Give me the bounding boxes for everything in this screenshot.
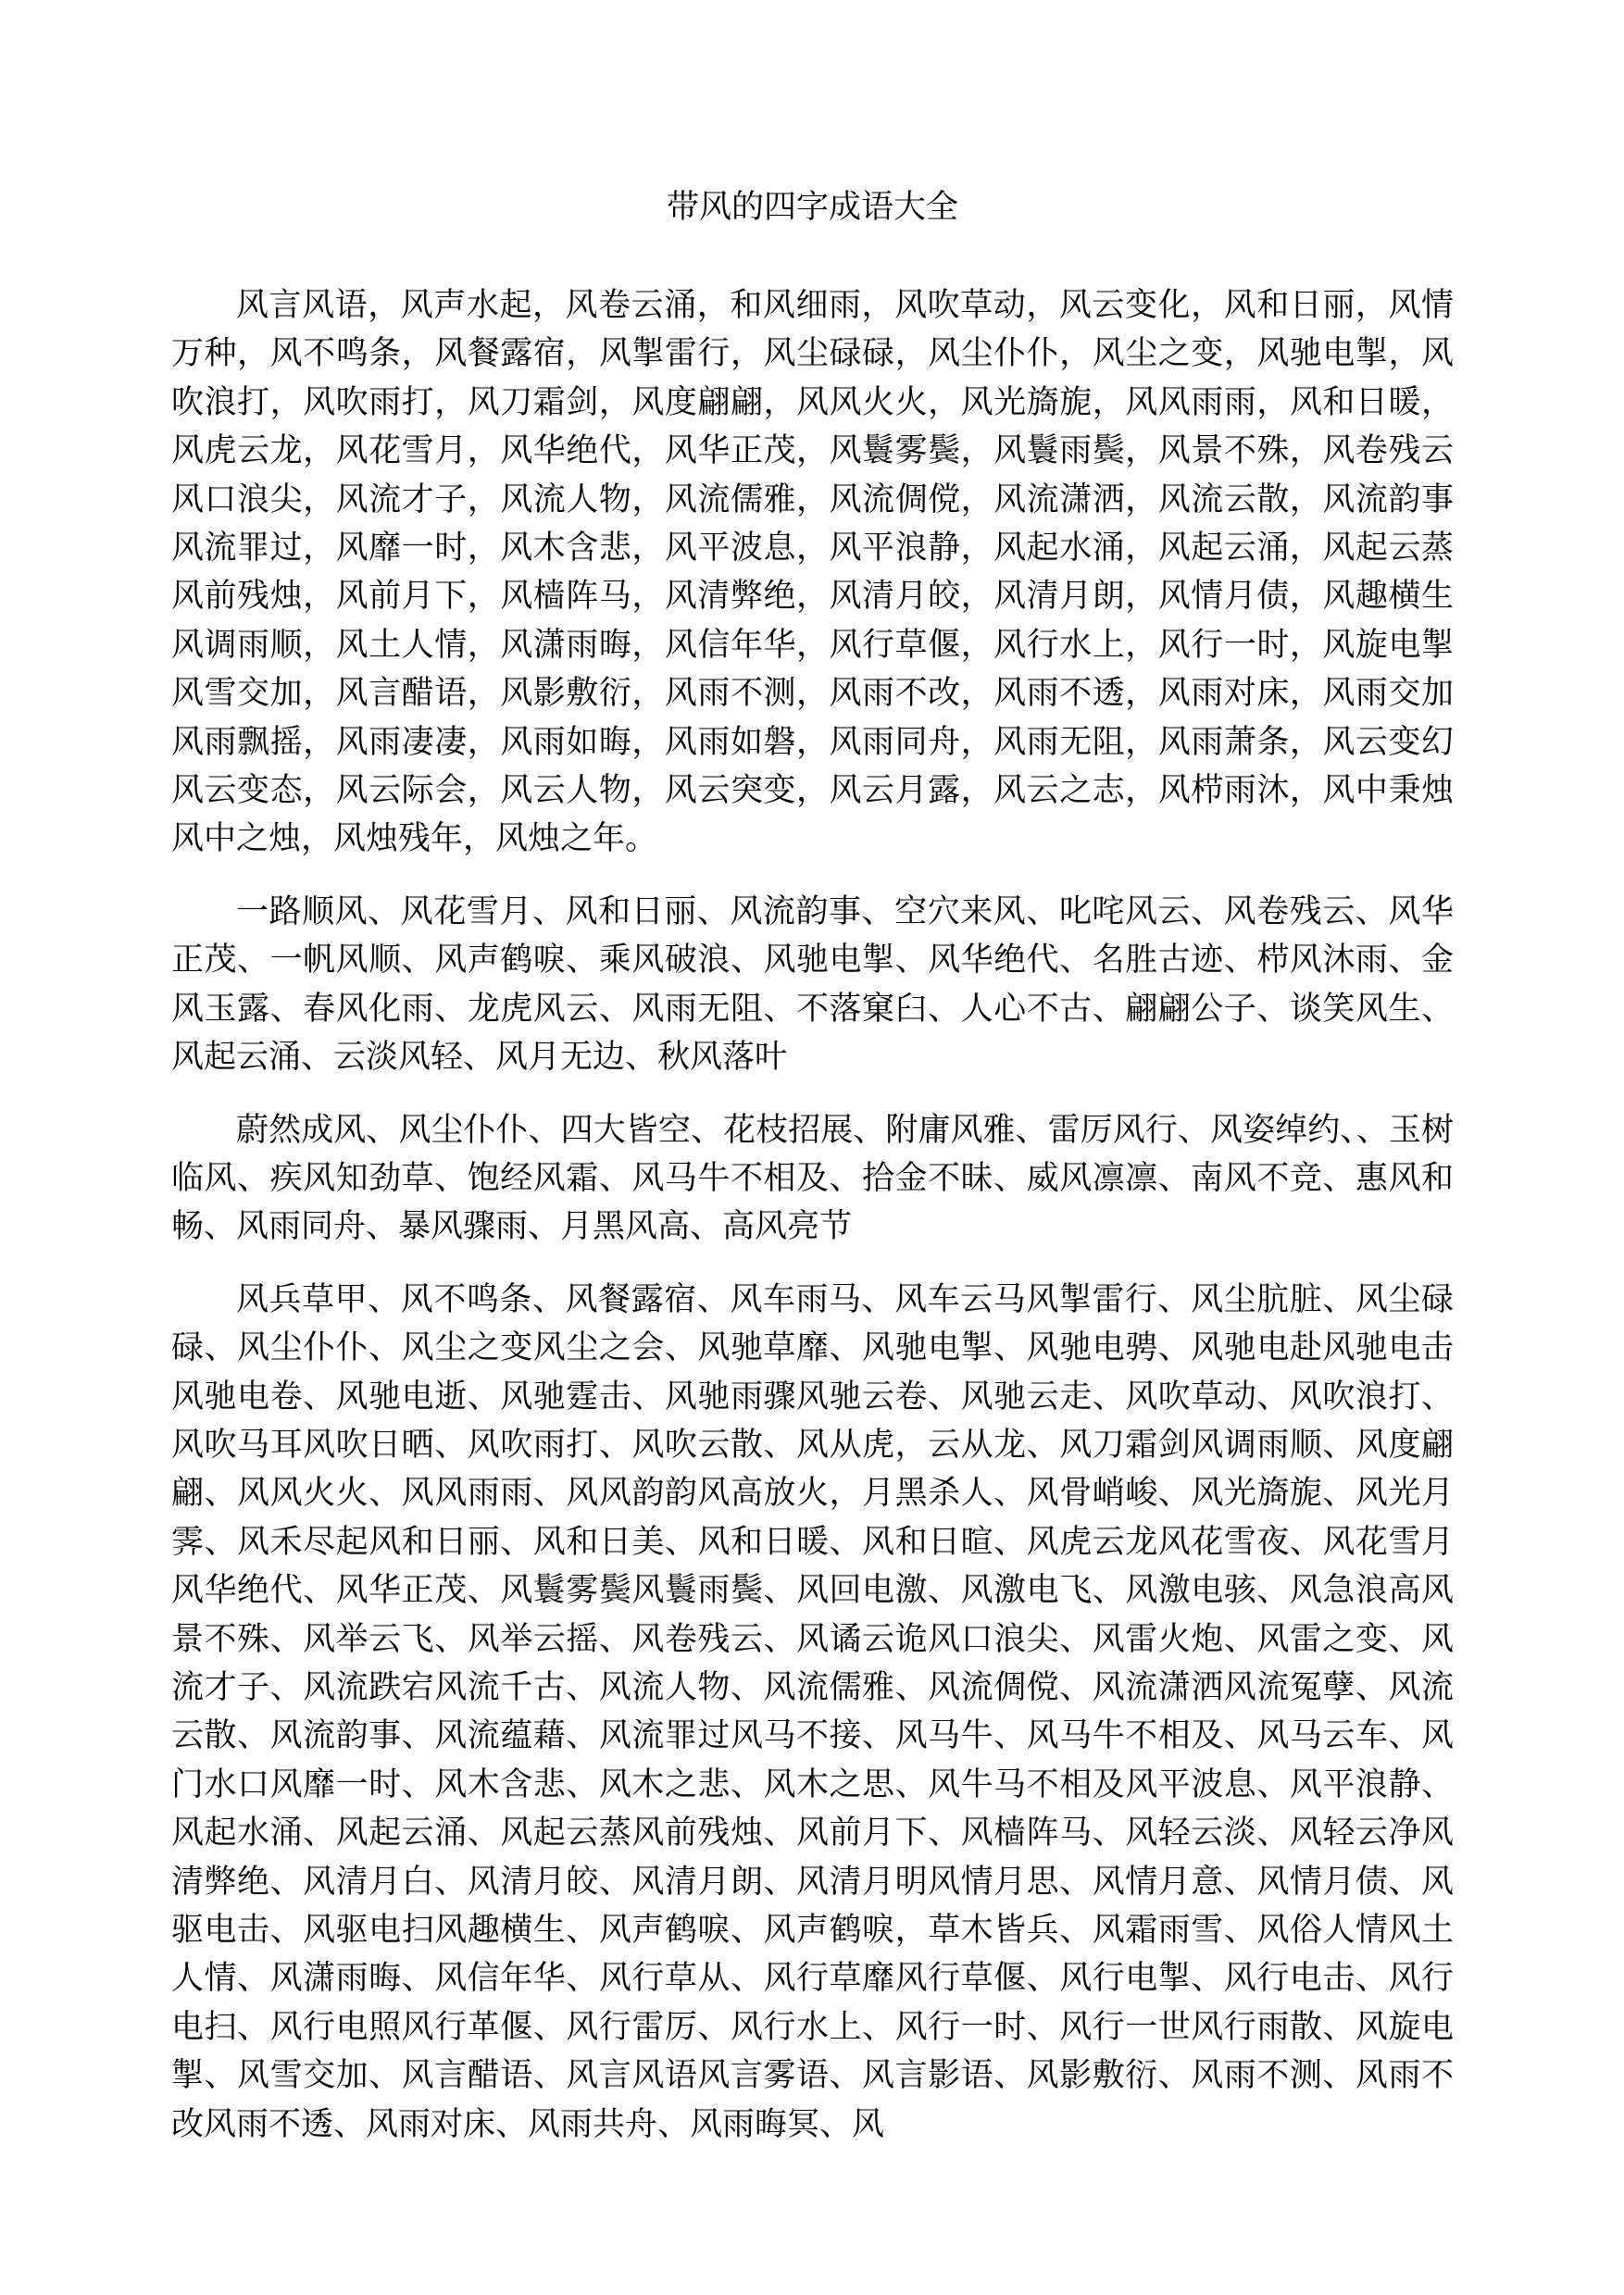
idiom-paragraph-1: 风言风语，风声水起，风卷云涌，和风细雨，风吹草动，风云变化，风和日丽，风情万种，风不鸣条，风餐露宿，风掣雷行，风尘碌碌，风尘仆仆，风尘之变，风驰电掣，风吹浪打，风吹雨打，风刀霜剑，风度翩翩，风风火火，风光旖旎，风风雨雨，风和日暖，风虎云龙，风花雪月，风华绝代，风华正茂，风鬟雾鬓，风鬟雨鬓，风景不殊，风卷残云风口浪尖，风流才子，风流人物，风流儒雅，风流倜傥，风流潇洒，风流云散，风流韵事风流罪过，风靡一时，风木含悲，风平波息，风平浪静，风起水涌，风起云涌，风起云蒸风前残烛，风前月下，风樯阵马，风清弊绝，风清月皎，风清月朗，风情月债，风趣横生风调雨顺，风土人情，风潇雨晦，风信年华，风行草偃，风行水上，风行一时，风旋电掣风雪交加，风言醋语，风影敷衍，风雨不测，风雨不改，风雨不透，风雨对床，风雨交加风雨飘摇，风雨凄凄，风雨如晦，风雨如磐，风雨同舟，风雨无阻，风雨萧条，风云变幻风云变态，风云际会，风云人物，风云突变，风云月露，风云之志，风栉雨沐，风中秉烛风中之烛，风烛残年，风烛之年。 (171, 287, 1454, 857)
document-body (171, 281, 1454, 2149)
idiom-paragraph-4: 风兵草甲、风不鸣条、风餐露宿、风车雨马、风车云马风掣雷行、风尘肮脏、风尘碌碌、风尘仆仆、风尘之变风尘之会、风驰草靡、风驰电掣、风驰电骋、风驰电赴风驰电击风驰电卷、风驰电逝、风驰霆击、风驰雨骤风驰云卷、风驰云走、风吹草动、风吹浪打、风吹马耳风吹日晒、风吹雨打、风吹云散、风从虎，云从龙、风刀霜剑风调雨顺、风度翩翩、风风火火、风风雨雨、风风韵韵风高放火，月黑杀人、风骨峭峻、风光旖旎、风光月霁、风禾尽起风和日丽、风和日美、风和日暖、风和日暄、风虎云龙风花雪夜、风花雪月风华绝代、风华正茂、风鬟雾鬓风鬟雨鬓、风回电激、风激电飞、风激电骇、风急浪高风景不殊、风举云飞、风举云摇、风卷残云、风谲云诡风口浪尖、风雷火炮、风雷之变、风流才子、风流跌宕风流千古、风流人物、风流儒雅、风流倜傥、风流潇洒风流冤孽、风流云散、风流韵事、风流蕴藉、风流罪过风马不接、风马牛、风马牛不相及、风马云车、风门水口风靡一时、风木含悲、风木之悲、风木之思、风牛马不相及风平波息、风平浪静、风起水涌、风起云涌、风起云蒸风前残烛、风前月下、风樯阵马、风轻云淡、风轻云净风清弊绝、风清月白、风清月皎、风清月朗、风清月明风情月思、风情月意、风情月债、风驱电击、风驱电扫风趣横生、风声鹤唳、风声鹤唳，草木皆兵、风霜雨雪、风俗人情风土人情、风潇雨晦、风信年华、风行草从、风行草靡风行草偃、风行电掣、风行电击、风行电扫、风行电照风行革偃、风行雷厉、风行水上、风行一时、风行一世风行雨散、风旋电掣、风雪交加、风言醋语、风言风语风言雾语、风言影语、风影敷衍、风雨不测、风雨不改风雨不透、风雨对床、风雨共舟、风雨晦冥、风 (171, 1280, 1454, 2142)
document-title: 带风的四字成语大全 (666, 189, 958, 225)
idiom-paragraph-2: 一路顺风、风花雪月、风和日丽、风流韵事、空穴来风、叱咤风云、风卷残云、风华正茂、一帆风顺、风声鹤唳、乘风破浪、风驰电掣、风华绝代、名胜古迹、栉风沐雨、金风玉露、春风化雨、龙虎风云、风雨无阻、不落窠臼、人心不古、翩翩公子、谈笑风生、风起云涌、云淡风轻、风月无边、秋风落叶 (171, 892, 1454, 1076)
idiom-paragraph-3: 蔚然成风、风尘仆仆、四大皆空、花枝招展、附庸风雅、雷厉风行、风姿绰约、、玉树临风、疾风知劲草、饱经风霜、风马牛不相及、拾金不昧、威风凛凛、南风不竞、惠风和畅、风雨同舟、暴风骤雨、月黑风高、高风亮节 (171, 1111, 1454, 1245)
